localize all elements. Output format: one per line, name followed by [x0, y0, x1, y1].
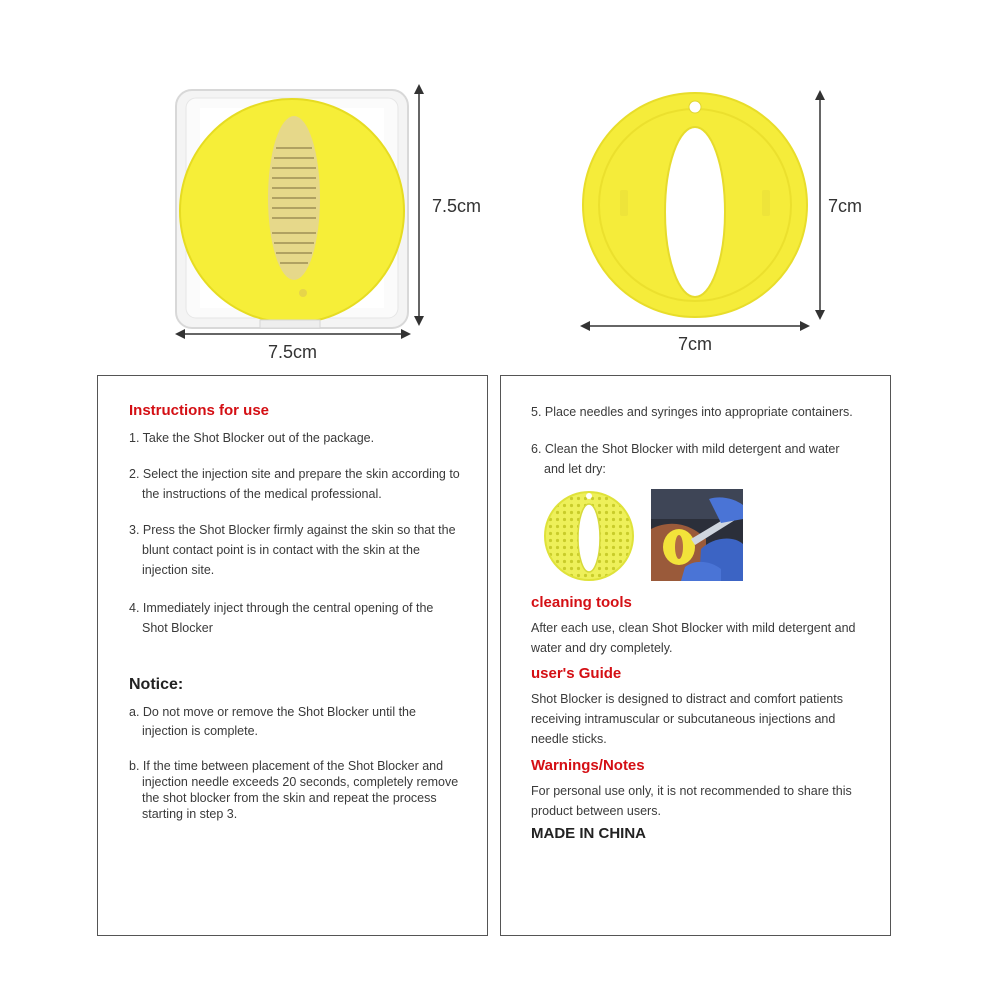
step-3-line-3: injection site. — [142, 563, 215, 577]
width-arrow-left — [175, 327, 411, 341]
made-in-label: MADE IN CHINA — [531, 825, 646, 842]
step-1-text: 1. Take the Shot Blocker out of the package. — [129, 431, 375, 445]
step-3-line-2: blunt contact point is in contact with the skin at the — [142, 543, 420, 557]
cleaning-text — [531, 618, 856, 658]
notice-a-line-1: a. Do not move or remove the Shot Blocker until the — [129, 705, 416, 719]
step-4 — [129, 598, 433, 638]
height-arrow-left — [412, 84, 426, 326]
warnings-text — [531, 781, 852, 821]
width-arrow-right — [580, 319, 810, 333]
width-label-right: 7cm — [678, 334, 713, 354]
cleaning-line-2: water and dry completely. — [531, 641, 673, 655]
height-arrow-right — [813, 90, 827, 320]
step-2 — [129, 464, 460, 504]
step-1 — [129, 428, 374, 448]
users-guide-text — [531, 689, 843, 749]
step-4-line-2: Shot Blocker — [142, 621, 213, 635]
step-6 — [531, 439, 840, 479]
notice-b-line-4: starting in step 3. — [142, 807, 238, 821]
warnings-line-1: For personal use only, it is not recommended to share this — [531, 784, 852, 798]
step-2-line-2: the instructions of the medical professional. — [142, 487, 382, 501]
width-label-left: 7.5cm — [268, 342, 318, 362]
guide-line-2: receiving intramuscular or subcutaneous injections and — [531, 712, 836, 726]
packaged-product-image — [172, 88, 412, 333]
instructions-panel — [97, 375, 488, 936]
height-label-right: 7cm — [828, 196, 863, 216]
notice-b-line-1: b. If the time between placement of the Shot Blocker and — [129, 759, 444, 773]
step-6-line-2: and let dry: — [544, 462, 606, 476]
notice-b-line-3: the shot blocker from the skin and repeat the process — [142, 791, 437, 805]
height-label-left: 7.5cm — [432, 196, 482, 216]
cleaning-line-1: After each use, clean Shot Blocker with mild detergent and — [531, 621, 856, 635]
notice-b-line-2: injection needle exceeds 20 seconds, completely remove — [142, 775, 459, 789]
notice-b — [129, 758, 458, 822]
cleaning-tools-title: cleaning tools — [531, 594, 632, 611]
warnings-title: Warnings/Notes — [531, 757, 645, 774]
warnings-line-2: product between users. — [531, 804, 661, 818]
guide-line-1: Shot Blocker is designed to distract and comfort patients — [531, 692, 843, 706]
dotted-blocker-image — [540, 488, 638, 583]
step-2-line-1: 2. Select the injection site and prepare the skin according to — [129, 467, 460, 481]
step-6-line-1: 6. Clean the Shot Blocker with mild detergent and water — [531, 442, 840, 456]
users-guide-title: user's Guide — [531, 665, 622, 682]
step-3-line-1: 3. Press the Shot Blocker firmly against the skin so that the — [129, 523, 456, 537]
step-5: 5. Place needles and syringes into appropriate containers. — [531, 405, 853, 419]
shot-blocker-image — [580, 90, 810, 320]
step-4-line-1: 4. Immediately inject through the central opening of the — [129, 601, 434, 615]
notice-a-line-2: injection is complete. — [142, 724, 259, 738]
instructions-title: Instructions for use — [129, 402, 270, 419]
notice-a — [129, 703, 416, 741]
step-3 — [129, 520, 456, 580]
injection-photo — [651, 489, 743, 581]
guide-line-3: needle sticks. — [531, 732, 607, 746]
notice-title: Notice: — [129, 676, 184, 693]
